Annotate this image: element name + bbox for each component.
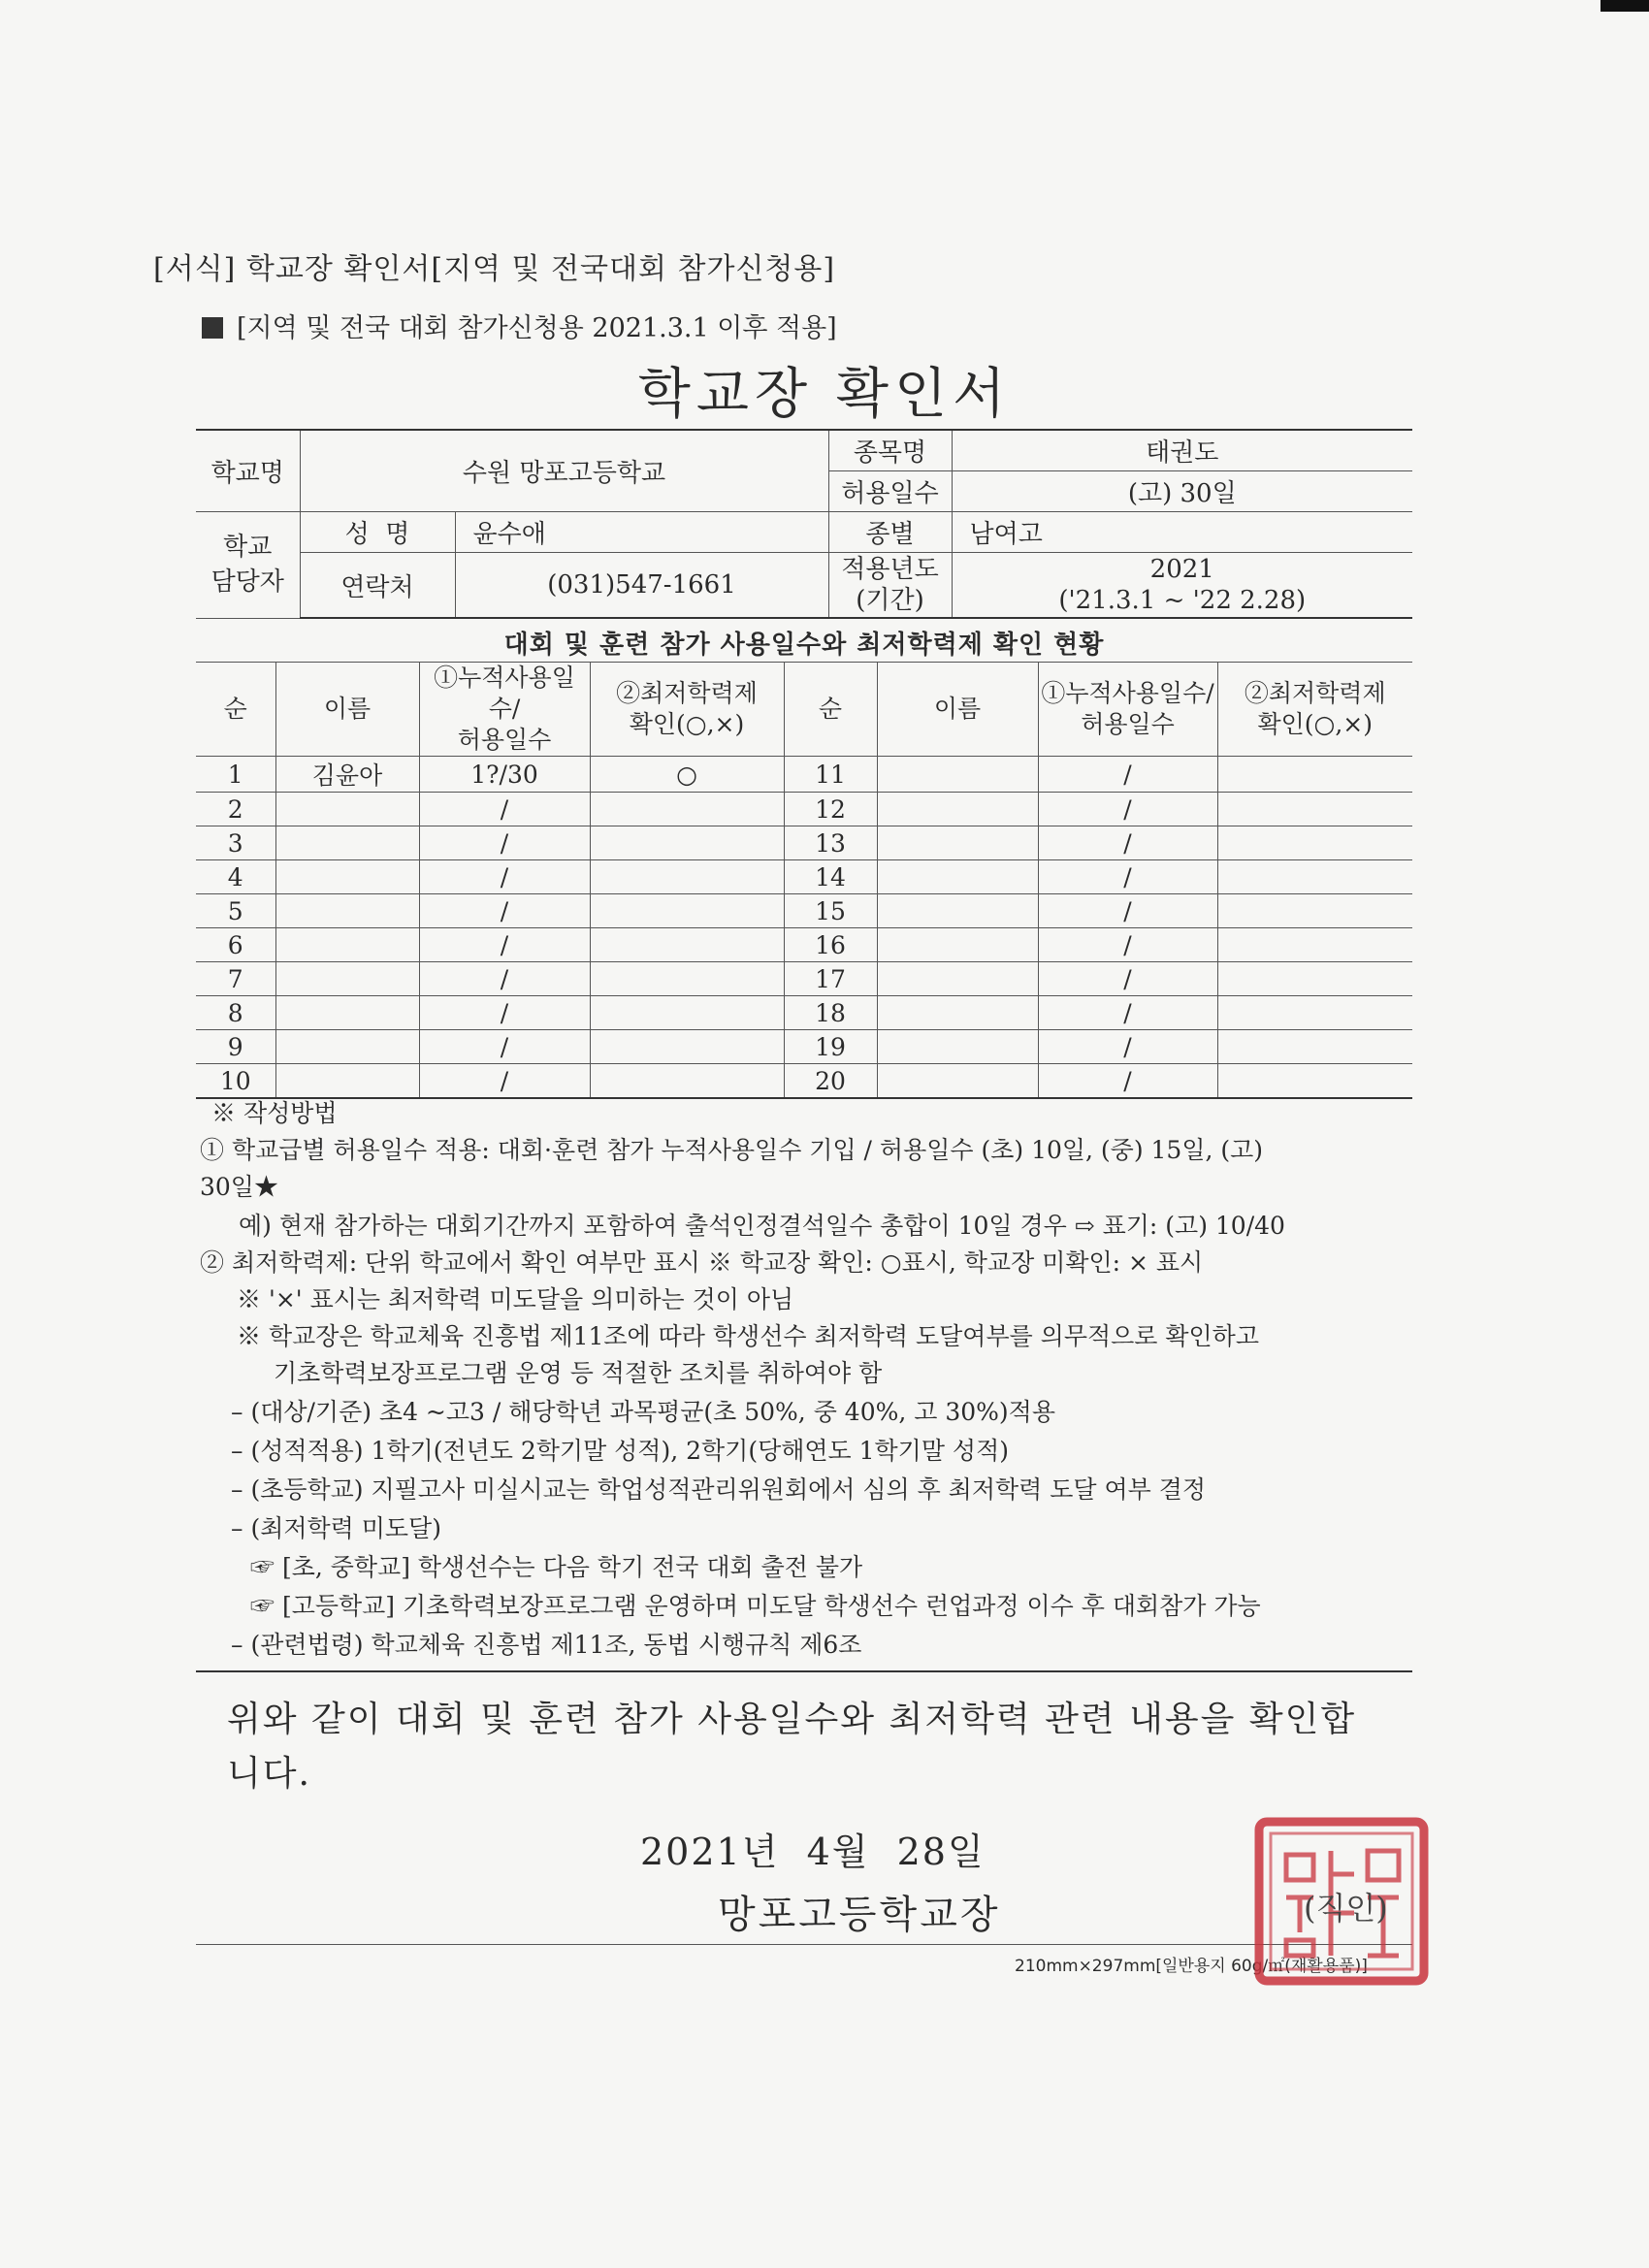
row-name	[877, 1064, 1038, 1099]
official-seal	[1253, 1816, 1430, 1987]
year-label	[828, 553, 952, 619]
guide-line: ☞ [초, 중학교] 학생선수는 다음 학기 전국 대회 출전 불가	[250, 1553, 863, 1581]
guide-line: – (대상/기준) 초4 ~고3 / 해당학년 과목평균(초 50%, 중 40%, 고 30%)적용	[231, 1398, 1055, 1426]
row-days: /	[419, 860, 590, 894]
row-no: 2	[196, 793, 275, 826]
contact-label	[196, 512, 300, 619]
col-days-line1: ①누적사용일수/	[434, 664, 575, 723]
row-name	[877, 996, 1038, 1030]
row-check	[1217, 962, 1412, 996]
form-sub-label	[202, 307, 837, 344]
school-name-label: 학교명	[196, 430, 300, 512]
contact-label-line1: 학교	[223, 533, 273, 563]
row-no: 20	[784, 1064, 877, 1099]
table-row	[196, 757, 1412, 793]
row-no: 9	[196, 1030, 275, 1064]
row-days: /	[1038, 996, 1217, 1030]
row-name	[877, 894, 1038, 928]
row-days: /	[419, 928, 590, 962]
row-days: /	[1038, 962, 1217, 996]
row-no: 17	[784, 962, 877, 996]
scan-corner-mark	[1600, 0, 1649, 12]
row-name	[275, 996, 419, 1030]
table-row	[196, 962, 1412, 996]
row-check	[1217, 860, 1412, 894]
row-days: /	[419, 1030, 590, 1064]
guide-line: ① 학교급별 허용일수 적용: 대회·훈련 참가 누적사용일수 기입 / 허용일수 (초) 10일, (중) 15일, (고)	[200, 1136, 1264, 1164]
school-info-table	[196, 429, 1412, 619]
table-row	[196, 1064, 1412, 1099]
col-days	[1038, 663, 1217, 757]
guide-line: ※ '×' 표시는 최저학력 미도달을 의미하는 것이 아님	[237, 1285, 794, 1313]
seal-note: (직인)	[1304, 1890, 1388, 1927]
row-no: 8	[196, 996, 275, 1030]
person-name-value: 윤수애	[455, 512, 828, 553]
row-name	[877, 860, 1038, 894]
row-no: 12	[784, 793, 877, 826]
row-no: 18	[784, 996, 877, 1030]
year-text: 2021	[1149, 555, 1214, 584]
row-check	[590, 996, 784, 1030]
row-no: 14	[784, 860, 877, 894]
row-name	[877, 826, 1038, 860]
row-days: /	[1038, 1064, 1217, 1099]
sport-value: 태권도	[952, 430, 1412, 471]
row-days: /	[419, 1064, 590, 1099]
row-check	[590, 860, 784, 894]
row-name	[275, 928, 419, 962]
row-check	[1217, 1030, 1412, 1064]
allowed-days-value: (고) 30일	[952, 471, 1412, 512]
guide-line: – (최저학력 미도달)	[231, 1514, 441, 1542]
col-check	[1217, 663, 1412, 757]
row-name	[275, 1064, 419, 1099]
participation-table	[196, 662, 1412, 1099]
row-no: 5	[196, 894, 275, 928]
period-text: ('21.3.1 ~ '22 2.28)	[1058, 586, 1307, 615]
row-name	[877, 1030, 1038, 1064]
guide-line: ※ 학교장은 학교체육 진흥법 제11조에 따라 학생선수 최저학력 도달여부를 의무적으로 확인하고	[237, 1322, 1259, 1350]
row-name	[275, 1030, 419, 1064]
row-name	[275, 793, 419, 826]
row-days: /	[419, 826, 590, 860]
row-no: 10	[196, 1064, 275, 1099]
contact-label-line2: 담당자	[210, 567, 284, 598]
row-check	[590, 793, 784, 826]
school-name-value: 수원 망포고등학교	[300, 430, 828, 512]
row-name	[877, 757, 1038, 793]
guide-line: 기초학력보장프로그램 운영 등 적절한 조치를 취하여야 함	[274, 1359, 883, 1387]
paper-spec: 210mm×297mm[일반용지 60g/㎡(재활용품)]	[1015, 1957, 1368, 1976]
row-no: 7	[196, 962, 275, 996]
gender-value: 남여고	[952, 512, 1412, 553]
row-check: ○	[590, 757, 784, 793]
guide-line: 30일★	[200, 1173, 278, 1201]
table-row	[196, 996, 1412, 1030]
person-name-label: 성 명	[300, 512, 455, 553]
row-days: /	[1038, 894, 1217, 928]
table-row	[196, 928, 1412, 962]
table-row	[196, 860, 1412, 894]
row-name	[275, 894, 419, 928]
row-check	[590, 826, 784, 860]
row-no: 13	[784, 826, 877, 860]
table-row	[196, 826, 1412, 860]
row-days: /	[1038, 860, 1217, 894]
guide-line: – (초등학교) 지필고사 미실시교는 학업성적관리위원회에서 심의 후 최저학력 도달 여부 결정	[231, 1475, 1207, 1504]
signer-title: 망포고등학교장	[718, 1893, 1001, 1937]
row-days: /	[419, 962, 590, 996]
col-check-line1: ②최저학력제	[1244, 679, 1386, 707]
row-check	[1217, 1064, 1412, 1099]
row-days: /	[1038, 928, 1217, 962]
row-no: 15	[784, 894, 877, 928]
col-name: 이름	[877, 663, 1038, 757]
confirmation-line-1: 위와 같이 대회 및 훈련 참가 사용일수와 최저학력 관련 내용을 확인합	[227, 1700, 1357, 1739]
guide-line: – (성적적용) 1학기(전년도 2학기말 성적), 2학기(당해연도 1학기말 성적)	[231, 1437, 1009, 1465]
row-no: 6	[196, 928, 275, 962]
row-name	[275, 826, 419, 860]
document-title: 학교장 확인서	[637, 363, 1012, 426]
form-sub-text: [지역 및 전국 대회 참가신청용 2021.3.1 이후 적용]	[237, 313, 837, 343]
sport-label: 종목명	[828, 430, 952, 471]
row-days: /	[1038, 1030, 1217, 1064]
col-check-line2: 확인(○,×)	[629, 710, 745, 738]
row-check	[590, 962, 784, 996]
row-no: 4	[196, 860, 275, 894]
row-days: /	[419, 996, 590, 1030]
row-no: 1	[196, 757, 275, 793]
form-label: [서식] 학교장 확인서[지역 및 전국대회 참가신청용]	[153, 252, 836, 286]
col-days-line1: ①누적사용일수/	[1041, 679, 1214, 707]
confirmation-line-2: 니다.	[227, 1754, 311, 1794]
row-days: /	[1038, 793, 1217, 826]
year-label-line2: (기간)	[856, 586, 924, 615]
row-name: 김윤아	[275, 757, 419, 793]
row-days: /	[419, 894, 590, 928]
guide-line: – (관련법령) 학교체육 진흥법 제11조, 동법 시행규칙 제6조	[231, 1631, 862, 1659]
row-check	[590, 1064, 784, 1099]
guide-heading: ※ 작성방법	[211, 1099, 338, 1127]
table-row	[196, 793, 1412, 826]
year-label-line1: 적용년도	[841, 555, 939, 584]
guide-line: ☞ [고등학교] 기초학력보장프로그램 운영하며 미도달 학생선수 런업과정 이수 후 대회참가 가능	[250, 1592, 1261, 1620]
row-check	[1217, 928, 1412, 962]
square-bullet-icon	[202, 317, 223, 339]
table-row	[196, 894, 1412, 928]
row-check	[1217, 996, 1412, 1030]
row-check	[590, 928, 784, 962]
bottom-divider	[196, 1944, 1412, 1945]
row-days: /	[1038, 757, 1217, 793]
row-check	[1217, 793, 1412, 826]
row-name	[275, 962, 419, 996]
table-header-row	[196, 663, 1412, 757]
phone-label: 연락처	[300, 553, 455, 619]
col-days-line2: 허용일수	[457, 726, 552, 754]
row-days: 1?/30	[419, 757, 590, 793]
phone-value: (031)547-1661	[455, 553, 828, 619]
table-row	[196, 1030, 1412, 1064]
divider	[196, 1670, 1412, 1672]
issue-date: 2021년 4월 28일	[640, 1831, 986, 1873]
col-name: 이름	[275, 663, 419, 757]
col-no: 순	[784, 663, 877, 757]
col-check	[590, 663, 784, 757]
row-name	[275, 860, 419, 894]
col-days-line2: 허용일수	[1081, 710, 1175, 738]
row-check	[1217, 826, 1412, 860]
year-value	[952, 553, 1412, 619]
col-check-line2: 확인(○,×)	[1257, 710, 1373, 738]
row-name	[877, 793, 1038, 826]
guide-line: 예) 현재 참가하는 대회기간까지 포함하여 출석인정결석일수 총합이 10일 경우 ⇨ 표기: (고) 10/40	[239, 1212, 1285, 1240]
row-check	[1217, 757, 1412, 793]
col-no: 순	[196, 663, 275, 757]
row-days: /	[419, 793, 590, 826]
guide-line: ② 최저학력제: 단위 학교에서 확인 여부만 표시 ※ 학교장 확인: ○표시, 학교장 미확인: × 표시	[200, 1248, 1204, 1277]
col-days	[419, 663, 590, 757]
row-check	[1217, 894, 1412, 928]
row-no: 11	[784, 757, 877, 793]
allowed-days-label: 허용일수	[828, 471, 952, 512]
row-check	[590, 1030, 784, 1064]
list-heading: 대회 및 훈련 참가 사용일수와 최저학력제 확인 현황	[503, 631, 1105, 660]
row-no: 3	[196, 826, 275, 860]
row-name	[877, 928, 1038, 962]
row-no: 16	[784, 928, 877, 962]
col-check-line1: ②최저학력제	[616, 679, 758, 707]
row-no: 19	[784, 1030, 877, 1064]
row-days: /	[1038, 826, 1217, 860]
gender-label: 종별	[828, 512, 952, 553]
row-check	[590, 894, 784, 928]
row-name	[877, 962, 1038, 996]
